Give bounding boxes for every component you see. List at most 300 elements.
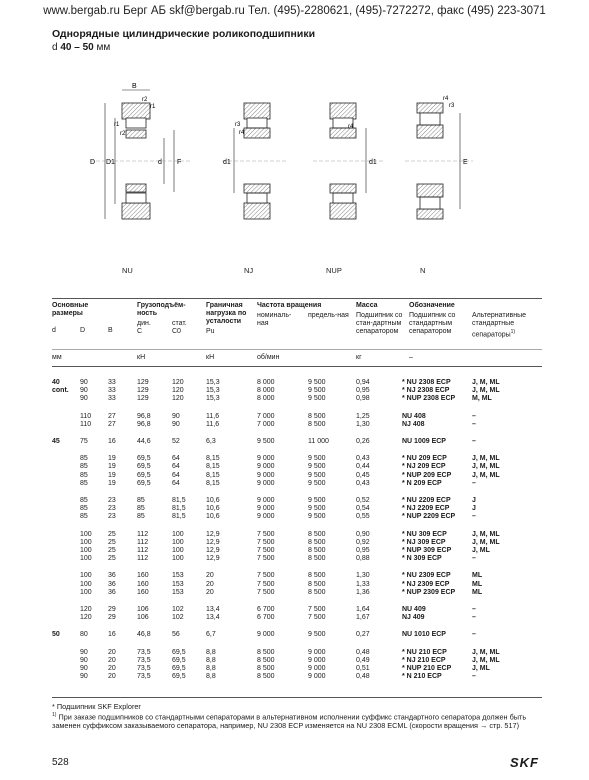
table-row xyxy=(52,589,542,597)
cell-b: 19 xyxy=(108,471,116,479)
cell-pu: 20 xyxy=(206,572,214,580)
cell-des: * NU 2309 ECP xyxy=(402,572,451,580)
label-d: d xyxy=(158,159,162,166)
cell-b: 23 xyxy=(108,497,116,504)
cell-b: 25 xyxy=(108,547,116,554)
cell-des: * NUP 2209 ECP xyxy=(402,513,456,521)
cell-lim: 9 000 xyxy=(308,665,326,672)
n-bearing-drawing xyxy=(405,96,473,219)
cell-pu: 13,4 xyxy=(206,606,220,613)
cell-c: 106 xyxy=(137,606,149,613)
cell-pu: 11,6 xyxy=(206,412,220,420)
table-row xyxy=(52,555,542,563)
cell-alt: – xyxy=(472,420,476,428)
cell-pu: 8,15 xyxy=(206,463,220,471)
cell-des: * NUP 309 ECP xyxy=(402,547,452,554)
cell-c: 112 xyxy=(137,547,149,554)
cell-ref: 7 500 xyxy=(257,572,275,580)
cell-pu: 8,8 xyxy=(206,665,216,672)
table-row xyxy=(52,572,542,580)
header-Pu: Pu xyxy=(206,328,215,335)
label-E: E xyxy=(463,159,468,166)
cell-lim: 9 500 xyxy=(308,463,326,471)
cell-c0: 100 xyxy=(172,530,184,538)
cell-lim: 9 500 xyxy=(308,631,326,639)
cell-c0: 120 xyxy=(172,387,184,395)
cell-c: 96,8 xyxy=(137,412,151,420)
cell-m: 0,55 xyxy=(356,513,370,521)
cell-alt: ML xyxy=(472,580,483,588)
cell-d: 75 xyxy=(80,438,88,445)
cell-c0: 64 xyxy=(172,479,180,487)
cell-d: 120 xyxy=(80,614,92,622)
table-row xyxy=(52,472,542,480)
page-title: Однорядные цилиндрические роликоподшипники xyxy=(52,28,316,40)
table-row xyxy=(52,665,542,673)
table-row xyxy=(52,505,542,513)
cell-b: 27 xyxy=(108,420,116,428)
cell-ref: 9 500 xyxy=(257,438,275,445)
table-row xyxy=(52,673,542,681)
cell-pu: 12,9 xyxy=(206,555,220,563)
cell-b: 36 xyxy=(108,588,116,596)
cell-alt: – xyxy=(472,631,476,639)
nu-bearing-drawing xyxy=(90,83,190,219)
cell-pu: 12,9 xyxy=(206,547,220,554)
cell-alt: J, M, ML xyxy=(472,530,500,538)
cell-alt: ML xyxy=(472,572,483,580)
cell-pu: 10,6 xyxy=(206,497,220,504)
cell-des: * NU 2308 ECP xyxy=(402,379,451,386)
cell-m: 1,67 xyxy=(356,614,370,622)
label-r1b: r1 xyxy=(114,122,120,128)
header-designation: Обозначение xyxy=(409,302,455,309)
cell-b: 23 xyxy=(108,513,116,521)
cell-d: 110 xyxy=(80,412,92,420)
table-row xyxy=(52,531,542,539)
cell-ref: 9 000 xyxy=(257,505,275,513)
cell-alt: – xyxy=(472,438,476,445)
label-D1: D1 xyxy=(106,159,115,166)
header-C: C xyxy=(137,328,143,335)
skf-logo: SKF xyxy=(510,755,539,770)
cell-c: 160 xyxy=(137,572,149,580)
cell-d: 45 xyxy=(52,438,60,445)
cell-ref: 9 000 xyxy=(257,513,275,521)
cell-c: 129 xyxy=(137,395,149,403)
cell-d: 100 xyxy=(80,572,92,580)
cell-d: 85 xyxy=(80,471,88,479)
cell-c0: 100 xyxy=(172,547,184,554)
header-lim-speed: предель-ная xyxy=(308,312,349,319)
cell-m: 0,43 xyxy=(356,455,370,463)
cell-ref: 9 000 xyxy=(257,479,275,487)
cell-b: 20 xyxy=(108,665,116,672)
cell-c0: 120 xyxy=(172,395,184,403)
cell-c0: 69,5 xyxy=(172,656,186,664)
cell-lim: 9 500 xyxy=(308,479,326,487)
cell-alt: – xyxy=(472,614,476,622)
cell-alt: J, M, ML xyxy=(472,471,500,479)
table-row xyxy=(52,649,542,657)
cell-c: 69,5 xyxy=(137,455,151,463)
cell-des: NU 1009 ECP xyxy=(402,438,446,445)
cell-des: * NJ 309 ECP xyxy=(402,538,446,546)
cell-m: 1,64 xyxy=(356,606,370,613)
cell-c: 73,5 xyxy=(137,673,151,681)
table-row xyxy=(52,497,542,505)
cell-alt: J, M, ML xyxy=(472,379,500,386)
cell-m: 0,48 xyxy=(356,673,370,681)
cell-ref: 7 500 xyxy=(257,580,275,588)
cell-pu: 8,15 xyxy=(206,471,220,479)
cell-alt: J, ML xyxy=(472,547,490,554)
cell-c: 73,5 xyxy=(137,665,151,672)
cell-d: 40 xyxy=(52,379,60,386)
type-label-nup: NUP xyxy=(326,266,342,275)
header-fatigue: Граничная нагрузка по усталости xyxy=(206,302,247,325)
cell-lim: 9 500 xyxy=(308,505,326,513)
cell-ref: 7 000 xyxy=(257,420,275,428)
cell-alt: – xyxy=(472,606,476,613)
cell-b: 25 xyxy=(108,555,116,563)
cell-m: 0,52 xyxy=(356,497,370,504)
label-r3: r3 xyxy=(235,122,241,128)
table-row xyxy=(52,539,542,547)
cell-lim: 8 500 xyxy=(308,555,326,563)
cell-c0: 153 xyxy=(172,588,184,596)
cell-c0: 153 xyxy=(172,580,184,588)
cell-ref: 9 000 xyxy=(257,631,275,639)
cell-c: 46,8 xyxy=(137,631,151,639)
cell-lim: 9 500 xyxy=(308,497,326,504)
cell-d: 120 xyxy=(80,606,92,613)
cell-ref: 7 500 xyxy=(257,555,275,563)
footnote-1: $^{1)}$ При заказе подшипников со стандартными сепараторами в альтернативном исполнении суффикс стандартного сепаратора должен быть заменен суффиксом заказываемого сепаратора, например, NU 2308 ECP изменяется на NU 2308 ECML (скорости вращения → стр. 517) xyxy=(52,712,527,731)
cell-c: 112 xyxy=(137,538,149,546)
cell-pu: 6,7 xyxy=(206,631,216,639)
cell-b: 25 xyxy=(108,538,116,546)
label-r4: r4 xyxy=(239,130,245,136)
cell-d: 100 xyxy=(80,530,92,538)
cell-d: 85 xyxy=(80,463,88,471)
label-D: D xyxy=(90,159,96,166)
page-header: www.bergab.ru Берг АБ skf@bergab.ru Тел. (495)-2280621, (495)-7272272, факс (495) 223-3071 xyxy=(43,5,546,17)
label-r3-n: r3 xyxy=(449,103,455,109)
cell-ref: 8 500 xyxy=(257,673,275,681)
header-B: B xyxy=(108,327,113,334)
header-dyn: дин. xyxy=(137,320,151,327)
table-row xyxy=(52,606,542,614)
cell-alt: J, M, ML xyxy=(472,455,500,463)
page-subtitle xyxy=(52,42,110,53)
cell-c: 44,6 xyxy=(137,438,151,445)
cell-des: * NU 2209 ECP xyxy=(402,497,451,504)
cell-c0: 56 xyxy=(172,631,180,639)
cell-pu: 11,6 xyxy=(206,420,220,428)
cell-m: 1,33 xyxy=(356,580,370,588)
header-des-sub: Подшипник со стандартным сепаратором xyxy=(409,312,456,335)
cell-des: * NJ 2308 ECP xyxy=(402,387,450,395)
cell-alt: J, M, ML xyxy=(472,648,500,656)
cell-lim: 8 500 xyxy=(308,588,326,596)
cell-pu: 20 xyxy=(206,588,214,596)
cell-ref: 7 500 xyxy=(257,588,275,596)
cell-alt: J xyxy=(472,497,476,504)
cell-m: 1,25 xyxy=(356,412,370,420)
cell-b: 27 xyxy=(108,412,116,420)
unit-kn-fatigue: кН xyxy=(206,354,215,361)
table-row xyxy=(52,480,542,488)
cell-d: 50 xyxy=(52,631,60,639)
cell-c0: 52 xyxy=(172,438,180,445)
cell-des: NJ 409 xyxy=(402,614,425,622)
cell-pu: 8,8 xyxy=(206,656,216,664)
cell-des: * NJ 2309 ECP xyxy=(402,580,450,588)
cell-c: 69,5 xyxy=(137,471,151,479)
cell-c0: 90 xyxy=(172,412,180,420)
cell-d: 100 xyxy=(80,538,92,546)
cell-b: 33 xyxy=(108,395,116,403)
cell-d: 90 xyxy=(80,665,88,672)
cell-pu: 15,3 xyxy=(206,379,220,386)
cell-pu: 10,6 xyxy=(206,505,220,513)
cell-c0: 69,5 xyxy=(172,673,186,681)
cell-m: 0,98 xyxy=(356,395,370,403)
table-row xyxy=(52,438,542,446)
type-label-nu: NU xyxy=(122,266,133,275)
cell-d: 100 xyxy=(80,580,92,588)
cell-ref: 9 000 xyxy=(257,455,275,463)
cell-d: 85 xyxy=(80,513,88,521)
subtitle-range: 40 – 50 xyxy=(60,42,94,53)
footnote-star: * Подшипник SKF Explorer xyxy=(52,702,141,711)
cell-lim: 9 000 xyxy=(308,673,326,681)
table-row xyxy=(52,413,542,421)
cell-pu: 6,3 xyxy=(206,438,216,445)
cell-c0: 102 xyxy=(172,614,184,622)
header-D: D xyxy=(80,327,86,334)
cell-b: 20 xyxy=(108,656,116,664)
table-row xyxy=(52,455,542,463)
cell-alt: – xyxy=(472,513,476,521)
cell-c: 85 xyxy=(137,513,145,521)
cell-lim: 11 000 xyxy=(308,438,329,445)
table-top-rule xyxy=(52,298,542,299)
cell-c0: 102 xyxy=(172,606,184,613)
cell-ref: 7 500 xyxy=(257,538,275,546)
cell-pu: 15,3 xyxy=(206,387,220,395)
cell-m: 0,51 xyxy=(356,665,370,672)
cell-des: * NUP 2308 ECP xyxy=(402,395,456,403)
cell-ref: 6 700 xyxy=(257,606,275,613)
cell-m: 0,43 xyxy=(356,479,370,487)
cell-m: 0,54 xyxy=(356,505,370,513)
cell-ref: 8 000 xyxy=(257,395,275,403)
cell-des: * NU 210 ECP xyxy=(402,648,447,656)
cell-c0: 90 xyxy=(172,420,180,428)
cell-ref: 8 000 xyxy=(257,379,275,386)
cell-c: 112 xyxy=(137,555,149,563)
cell-des: * N 309 ECP xyxy=(402,555,442,563)
cell-m: 1,36 xyxy=(356,588,370,596)
units-rule xyxy=(52,366,542,367)
cell-d: 85 xyxy=(80,455,88,463)
label-r4-nup: r4 xyxy=(348,124,354,130)
cell-lim: 7 500 xyxy=(308,606,326,613)
table-row xyxy=(52,513,542,521)
subtitle-prefix: d xyxy=(52,42,58,53)
cell-ref: 8 500 xyxy=(257,648,275,656)
cell-alt: J, M, ML xyxy=(472,656,500,664)
cell-c: 85 xyxy=(137,497,145,504)
cell-pu: 13,4 xyxy=(206,614,220,622)
cell-ref: 9 000 xyxy=(257,497,275,504)
cell-lim: 7 500 xyxy=(308,614,326,622)
cell-des: * NU 309 ECP xyxy=(402,530,447,538)
cell-lim: 8 500 xyxy=(308,547,326,554)
cell-b: 25 xyxy=(108,530,116,538)
cell-lim: 9 000 xyxy=(308,648,326,656)
cell-c: 69,5 xyxy=(137,479,151,487)
cell-des: * NUP 2309 ECP xyxy=(402,588,456,596)
cell-m: 0,44 xyxy=(356,463,370,471)
cell-lim: 8 500 xyxy=(308,412,326,420)
cell-d: 90 xyxy=(80,656,88,664)
label-d1: d1 xyxy=(223,159,231,166)
label-r2: r2 xyxy=(142,97,148,103)
cell-d: cont. xyxy=(52,387,69,395)
cell-b: 19 xyxy=(108,463,116,471)
label-B: B xyxy=(132,83,137,90)
cell-d: 100 xyxy=(80,547,92,554)
unit-rpm: об/мин xyxy=(257,354,280,361)
cell-alt: – xyxy=(472,555,476,563)
cell-b: 36 xyxy=(108,580,116,588)
header-d: d xyxy=(52,327,56,334)
cell-m: 0,27 xyxy=(356,631,370,639)
cell-alt: – xyxy=(472,673,476,681)
cell-b: 23 xyxy=(108,505,116,513)
cell-pu: 8,15 xyxy=(206,455,220,463)
cell-c0: 64 xyxy=(172,455,180,463)
cell-d: 80 xyxy=(80,631,88,639)
cell-d: 90 xyxy=(80,395,88,403)
header-mass-sub: Подшипник со стан-дартным сепаратором xyxy=(356,312,403,335)
cell-c: 129 xyxy=(137,387,149,395)
cell-alt: J, ML xyxy=(472,665,490,672)
cell-m: 0,88 xyxy=(356,555,370,563)
cell-b: 33 xyxy=(108,379,116,386)
cell-d: 90 xyxy=(80,387,88,395)
cell-d: 85 xyxy=(80,505,88,513)
unit-kn-load: кН xyxy=(137,354,146,361)
cell-b: 16 xyxy=(108,438,116,445)
cell-b: 20 xyxy=(108,648,116,656)
cell-m: 1,30 xyxy=(356,572,370,580)
cell-alt: ML xyxy=(472,588,483,596)
cell-ref: 7 500 xyxy=(257,547,275,554)
label-F: F xyxy=(177,159,182,166)
table-row xyxy=(52,581,542,589)
cell-pu: 8,8 xyxy=(206,673,216,681)
cell-m: 0,45 xyxy=(356,471,370,479)
cell-m: 0,95 xyxy=(356,387,370,395)
cell-d: 100 xyxy=(80,555,92,563)
unit-kg: кг xyxy=(356,354,362,361)
cell-d: 85 xyxy=(80,497,88,504)
label-r1: r1 xyxy=(150,104,156,110)
page-number: 528 xyxy=(52,757,69,768)
label-r4-n: r4 xyxy=(443,96,449,102)
cell-ref: 7 000 xyxy=(257,412,275,420)
cell-c0: 100 xyxy=(172,538,184,546)
table-row xyxy=(52,614,542,622)
cell-c: 112 xyxy=(137,530,149,538)
nup-bearing-drawing xyxy=(313,103,383,219)
cell-lim: 8 500 xyxy=(308,530,326,538)
unit-mm: мм xyxy=(52,354,62,361)
cell-c0: 81,5 xyxy=(172,513,186,521)
cell-ref: 7 500 xyxy=(257,530,275,538)
cell-alt: J, M, ML xyxy=(472,463,500,471)
cell-des: * N 210 ECP xyxy=(402,673,442,681)
table-row xyxy=(52,379,542,387)
cell-c0: 81,5 xyxy=(172,505,186,513)
cell-c0: 120 xyxy=(172,379,184,386)
header-alt: Альтернативные стандартные сепараторы$^{1)}$ xyxy=(472,312,526,339)
cell-pu: 10,6 xyxy=(206,513,220,521)
cell-lim: 9 500 xyxy=(308,379,326,386)
label-d1-nup: d1 xyxy=(369,159,377,166)
cell-d: 90 xyxy=(80,648,88,656)
cell-b: 33 xyxy=(108,387,116,395)
cell-pu: 8,15 xyxy=(206,479,220,487)
cell-c0: 69,5 xyxy=(172,665,186,672)
cell-ref: 8 000 xyxy=(257,387,275,395)
cell-d: 90 xyxy=(80,673,88,681)
table-bottom-rule xyxy=(52,697,542,698)
cell-d: 90 xyxy=(80,379,88,386)
cell-c: 73,5 xyxy=(137,656,151,664)
cell-lim: 8 500 xyxy=(308,572,326,580)
cell-b: 29 xyxy=(108,606,116,613)
cell-c0: 100 xyxy=(172,555,184,563)
cell-pu: 15,3 xyxy=(206,395,220,403)
cell-m: 0,94 xyxy=(356,379,370,386)
cell-des: NU 408 xyxy=(402,412,426,420)
type-label-nj: NJ xyxy=(244,266,254,275)
cell-m: 0,90 xyxy=(356,530,370,538)
cell-b: 29 xyxy=(108,614,116,622)
cell-d: 85 xyxy=(80,479,88,487)
cell-lim: 9 500 xyxy=(308,513,326,521)
header-rule xyxy=(52,349,542,350)
bearing-diagrams xyxy=(80,78,480,263)
cell-c0: 153 xyxy=(172,572,184,580)
cell-c: 160 xyxy=(137,588,149,596)
cell-lim: 9 500 xyxy=(308,455,326,463)
cell-c: 96,8 xyxy=(137,420,151,428)
cell-lim: 8 500 xyxy=(308,420,326,428)
header-stat: стат. xyxy=(172,320,187,327)
cell-d: 110 xyxy=(80,420,92,428)
cell-ref: 9 000 xyxy=(257,463,275,471)
cell-c: 160 xyxy=(137,580,149,588)
table-row xyxy=(52,547,542,555)
unit-dash: – xyxy=(409,354,413,361)
cell-des: * NUP 210 ECP xyxy=(402,665,452,672)
